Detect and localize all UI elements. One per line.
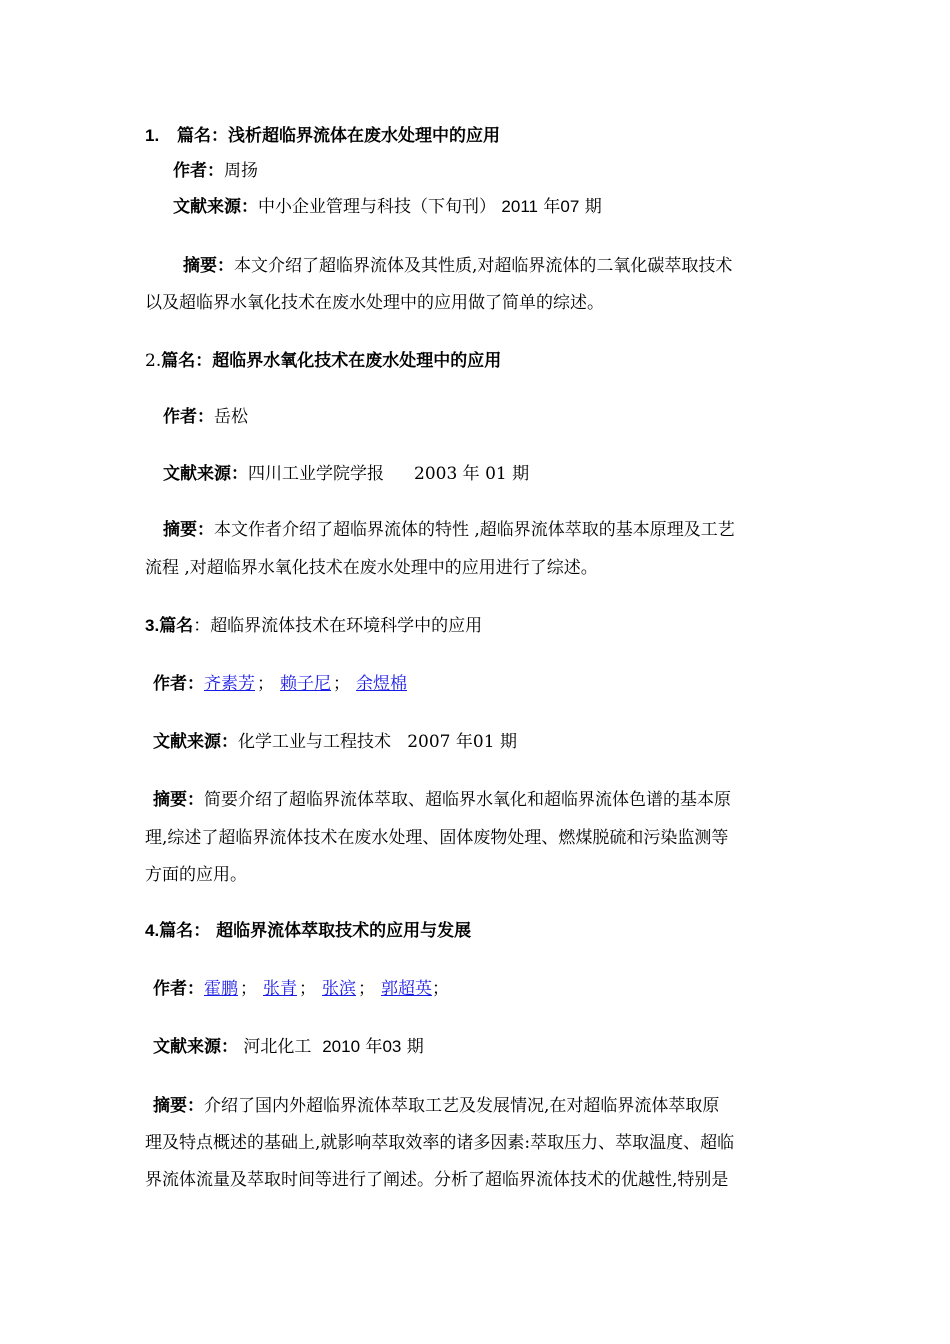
entry-4-title-line (145, 918, 471, 944)
colon: ： (197, 407, 214, 427)
source-label: 文献来源 (153, 1037, 221, 1057)
colon: ： (241, 197, 258, 217)
source-name: 中小企业管理与科技（下旬刊） (258, 197, 496, 217)
author-label: 作者 (153, 674, 187, 694)
abstract-text: 介绍了国内外超临界流体萃取工艺及发展情况,在对超临界流体萃取原 (204, 1096, 720, 1116)
source-year-unit: 年 (365, 1037, 383, 1057)
source-year: 2010 (322, 1037, 361, 1056)
entry-title: 超临界流体技术在环境科学中的应用 (210, 616, 483, 636)
colon: ： (187, 1096, 204, 1116)
entry-3-source-line (153, 729, 517, 755)
entry-4-author-line (153, 976, 449, 1002)
author-link[interactable]: 张青 (263, 979, 297, 999)
entry-3-abstract-line-2: 理,综述了超临界流体技术在废水处理、固体废物处理、燃煤脱硫和污染监测等 (145, 828, 729, 848)
semicolon: ； (432, 979, 449, 999)
colon: ： (195, 351, 213, 371)
colon: ： (221, 1037, 238, 1057)
source-issue-num: 01 (472, 732, 495, 752)
colon: ： (193, 616, 211, 636)
title-label: 篇名 (159, 921, 194, 941)
entry-1-abstract-line-2: 以及超临界水氧化技术在废水处理中的应用做了简单的综述。 (145, 293, 604, 313)
entry-2-title-line (145, 348, 501, 374)
entry-number: 1. (145, 126, 160, 145)
source-label: 文献来源 (163, 464, 231, 484)
entry-1-abstract-line-1 (183, 253, 732, 279)
entry-number: 3. (145, 616, 160, 635)
author-link[interactable]: 郭超英 (381, 979, 432, 999)
entry-3-abstract-line-1 (153, 787, 731, 813)
semicolon: ； (257, 674, 274, 694)
colon: ： (187, 979, 204, 999)
entry-title: 浅析超临界流体在废水处理中的应用 (227, 126, 500, 146)
title-label: 篇名 (161, 351, 196, 371)
entry-4-abstract-line-2: 理及特点概述的基础上,就影响萃取效率的诸多因素:萃取压力、萃取温度、超临 (145, 1133, 735, 1153)
source-issue-num: 07 (560, 197, 580, 216)
colon: ： (187, 674, 204, 694)
entry-2-source-line (163, 461, 529, 487)
abstract-text: 本文介绍了超临界流体及其性质,对超临界流体的二氧化碳萃取技术 (234, 256, 733, 276)
author-link[interactable]: 余煜棉 (356, 674, 407, 694)
colon: ： (210, 126, 228, 146)
entry-2-abstract-line-1 (163, 517, 735, 543)
source-year-unit: 年 (543, 197, 561, 217)
abstract-label: 摘要 (163, 520, 197, 540)
source-issue-unit: 期 (406, 1037, 424, 1057)
entry-number: 4. (145, 921, 160, 940)
entry-1-author-line (173, 158, 258, 184)
source-year: 2011 (501, 197, 538, 216)
colon: ： (231, 464, 248, 484)
colon: ： (187, 790, 204, 810)
source-year-unit: 年 (455, 732, 473, 752)
entry-4-abstract-line-3: 界流体流量及萃取时间等进行了阐述。分析了超临界流体技术的优越性,特别是 (145, 1170, 729, 1190)
abstract-label: 摘要 (183, 256, 217, 276)
colon: ： (193, 921, 211, 941)
author-label: 作者 (163, 407, 197, 427)
author-name: 岳松 (214, 407, 248, 427)
colon: ： (221, 732, 238, 752)
abstract-text: 简要介绍了超临界流体萃取、超临界水氧化和超临界流体色谱的基本原 (204, 790, 731, 810)
author-label: 作者 (153, 979, 187, 999)
abstract-label: 摘要 (153, 1096, 187, 1116)
source-name: 河北化工 (243, 1037, 312, 1057)
source-issue-num: 03 (382, 1037, 402, 1056)
source-name: 四川工业学院学报 (248, 464, 384, 484)
abstract-label: 摘要 (153, 790, 187, 810)
entry-3-author-line (153, 671, 407, 697)
source-date: 2003 年 01 期 (414, 464, 530, 484)
colon: ： (197, 520, 214, 540)
author-link[interactable]: 赖子尼 (280, 674, 331, 694)
entry-4-source-line (153, 1034, 424, 1060)
entry-3-title-line (145, 613, 482, 639)
author-link[interactable]: 齐素芳 (204, 674, 255, 694)
semicolon: ； (299, 979, 316, 999)
entry-2-abstract-line-2: 流程 ,对超临界水氧化技术在废水处理中的应用进行了综述。 (145, 558, 598, 578)
semicolon: ； (333, 674, 350, 694)
author-link[interactable]: 霍鹏 (204, 979, 238, 999)
title-label: 篇名 (176, 126, 211, 146)
semicolon: ； (240, 979, 257, 999)
source-issue-unit: 期 (584, 197, 602, 217)
source-label: 文献来源 (173, 197, 241, 217)
colon: ： (217, 256, 234, 276)
author-label: 作者 (173, 161, 207, 181)
entry-4-abstract-line-1 (153, 1093, 719, 1119)
abstract-text: 本文作者介绍了超临界流体的特性 ,超临界流体萃取的基本原理及工艺 (214, 520, 735, 540)
title-label: 篇名 (159, 616, 194, 636)
entry-3-abstract-line-3: 方面的应用。 (145, 865, 247, 885)
source-name: 化学工业与工程技术 (238, 732, 391, 752)
entry-title: 超临界流体萃取技术的应用与发展 (216, 921, 472, 941)
entry-2-author-line (163, 404, 248, 430)
entry-1-title-line (145, 123, 500, 149)
entry-title: 超临界水氧化技术在废水处理中的应用 (212, 351, 502, 371)
entry-1-source-line (173, 194, 602, 220)
entry-number: 2. (145, 351, 162, 371)
source-label: 文献来源 (153, 732, 221, 752)
semicolon: ； (358, 979, 375, 999)
source-issue-unit: 期 (499, 732, 517, 752)
source-year: 2007 (407, 732, 451, 752)
author-link[interactable]: 张滨 (322, 979, 356, 999)
colon: ： (207, 161, 224, 181)
author-name: 周扬 (224, 161, 258, 181)
